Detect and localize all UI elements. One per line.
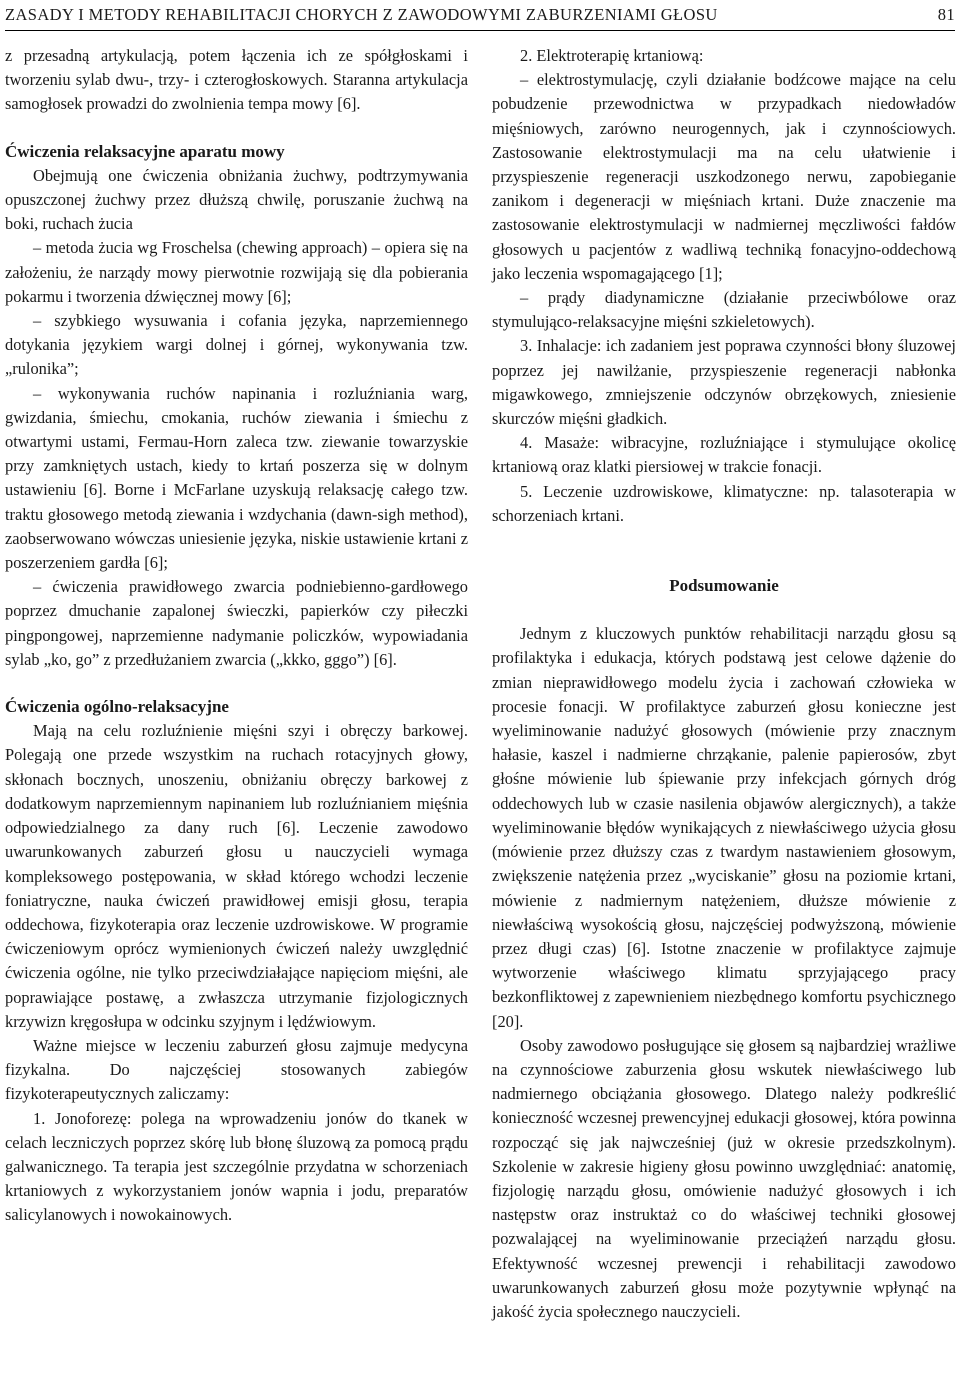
right-column	[492, 44, 956, 1324]
paragraph-general: Mają na celu rozluźnienie mięśni szyi i obręczy barkowej. Polegają one przede wszystkim na ruchach rotacyjnych głowy, skłonach bocznych, unoszeniu, obniżaniu obręczy barkowej z dodatkowym naprzemiennym napinaniem lub rozluźnianiem mięśnia odpowiedzialnego za dany ruch [6]. Leczenie zawodowo uwarunkowanych zaburzeń głosu u nauczycieli wymaga kompleksowego postępowania, w skład którego wchodzi leczenie foniatryczne, nauka ćwiczeń prawidłowej emisji głosu, terapia oddechowa, fizykoterapia oraz leczenie uzdrowiskowe. W programie ćwiczeniowym oprócz wymienionych ćwiczeń należy uwzględnić ćwiczenia ogólne, nie tylko przeciwdziałające napięciom mięśni, ale poprawiające postawę, a zwłaszcza utrzymanie fizjologicznych krzywizn kręgosłupa w odcinku szyjnym i lędźwiowym.	[5, 721, 468, 1031]
list-item-electrotherapy: 2. Elektroterapię krtaniową:	[520, 46, 704, 65]
running-title: ZASADY I METODY REHABILITACJI CHORYCH Z ZAWODOWYMI ZABURZENIAMI GŁOSU	[5, 5, 718, 24]
left-column	[5, 44, 468, 1228]
list-item-spa-treatment: 5. Leczenie uzdrowiskowe, klimatyczne: np. talasoterapia w schorzeniach krtani.	[492, 481, 956, 525]
list-item-palate: – ćwiczenia prawidłowego zwarcia podniebienno-gardłowego poprzez dmuchanie zapalonej świeczki, papierków czy piłeczki pingpongowej, naprzemienne nadymanie policzków, wypowiadania sylab „ko, go” z przedłużaniem zwarcia („kkko, gggo”) [6].	[5, 577, 468, 669]
list-item-massage: 4. Masaże: wibracyjne, rozluźniające i stymulujące okolicę krtaniową oraz klatki piersiowej w trakcie fonacji.	[492, 433, 956, 477]
section-heading-relax-jaw: Ćwiczenia relaksacyjne aparatu mowy	[5, 141, 285, 161]
list-item-froschels: – metoda żucia wg Froschelsa (chewing approach) – opiera się na założeniu, że narządy mowy pierwotnie rozwijają się dla pobierania pokarmu i tworzenia dźwięcznej mowy [6];	[5, 238, 468, 306]
paragraph-physio: Ważne miejsce w leczeniu zaburzeń głosu zajmuje medycyna fizykalna. Do najczęściej stosowanych zabiegów fizykoterapeutycznych zaliczamy:	[5, 1035, 468, 1104]
list-item-electrostimulation: – elektrostymulację, czyli działanie bodźcowe mające na celu pobudzenie przewodnictwa w przypadkach niedowładów mięśniowych, zarówno neurogennych, jak i czynnościowych. Zastosowanie elektrostymulacji ma na celu ułatwienie i przyspieszenie regeneracji uszkodzonego nerwu, zapobieganie zanikom i degeneracji w mięśniach krtani. Duże znaczenie ma zastosowanie elektrostymulacji w nadmiernej męczliwości fałdów głosowych u pacjentów z wadliwą techniką fonacyjno-oddechową jako leczenia wspomagającego [1];	[492, 70, 956, 283]
list-item-iontophoresis: 1. Jonoforezę: polega na wprowadzeniu jonów do tkanek w celach leczniczych poprzez skórę lub błonę śluzową za pomocą prądu galwanicznego. Ta terapia jest szczególnie przydatna w schorzeniach krtaniowych z wykorzystaniem jonów wapnia i jodu, preparatów salicylanowych i nowokainowych.	[5, 1108, 468, 1225]
list-item-inhalation: 3. Inhalacje: ich zadaniem jest poprawa czynności błony śluzowej poprzez jej nawilżanie, przyspieszenie regeneracji nabłonka migawkowego, zmniejszenie odczynów obrzękowych, zniesienie skurczów mięśni gładkich.	[492, 336, 956, 429]
page-number: 81	[937, 5, 955, 24]
paragraph-summary-2: Osoby zawodowo posługujące się głosem są najbardziej wrażliwe na czynnościowe zaburzenia głosu wskutek niewłaściwego lub nadmiernego obciążania głosowego. Dlatego należy podkreślić konieczność wczesnej prewencyjnej edukacji głosowej, która powinna rozpocząć się jak najwcześniej (już w okresie przedszkolnym). Szkolenie w zakresie higieny głosu powinno uwzględniać: anatomię, fizjologię narządu głosu, omówienie nadużyć głosowych i ich następstw oraz instruktaż co do właściwej techniki głosowej pozwalającej na wyeliminowanie przeciążeń narządu głosu. Efektywność wczesnej prewencji i rehabilitacji zawodowo uwarunkowanych zaburzeń głosu może pozytywnie wpłynąć na jakość życia społecznego nauczycieli.	[492, 1035, 956, 1321]
section-heading-general: Ćwiczenia ogólno-relaksacyjne	[5, 697, 229, 717]
section-heading-summary: Podsumowanie	[669, 576, 779, 596]
intro-paragraph: z przesadną artykulacją, potem łączenia ich ze spółgłoskami i tworzeniu sylab dwu-, trzy- i czterogłoskowych. Staranna artykulacja samogłosek prowadzi do zwolnienia tempa mowy [6].	[5, 46, 468, 114]
list-item-diadynamic: – prądy diadynamiczne (działanie przeciwbólowe oraz stymulująco-relaksacyjne mięśni szkieletowych).	[492, 288, 956, 332]
list-item-tongue: – szybkiego wysuwania i cofania języka, naprzemiennego dotykania językiem wargi dolnej i górnej, wykonywania tzw. „rulonika”;	[5, 311, 468, 379]
paragraph-relax-jaw: Obejmują one ćwiczenia obniżania żuchwy, podtrzymywania opuszczonej żuchwy przez dłuższą chwilę, poruszanie żuchwą na boki, ruchach żucia	[5, 165, 468, 234]
running-header	[5, 0, 955, 31]
list-item-yawn: – wykonywania ruchów napinania i rozluźniania warg, gwizdania, śmiechu, cmokania, ruchów ziewania i śmiechu z otwartymi ustami, Fermau-Horn zaleca tzw. ziewanie towarzyskie przy zamkniętych ustach, kiedy to krtań poszerza się w dolnym ustawieniu [6]. Borne i McFarlane uzyskują relaksację całego tzw. traktu głosowego metodą ziewania i wzdychania (dawn-sigh method), zaobserwowano wówczas uniesienie języka, niskie ustawienie krtani z poszerzeniem gardła [6];	[5, 383, 468, 573]
paragraph-summary-1: Jednym z kluczowych punktów rehabilitacji narządu głosu są profilaktyka i edukacja, których podstawą jest celowe dążenie do zmian nieprawidłowego modelu życia i zachowań człowieka w procesie fonacji. W profilaktyce zaburzeń głosu konieczne jest wyeliminowanie nadużyć głosowych (mówienie przy znacznym hałasie, kaszel i nadmierne chrząkanie, palenie papierosów, zbyt głośne mówienie lub śpiewanie przy infekcjach górnych dróg oddechowych lub w czasie nasilenia objawów alergicznych), a także wyeliminowanie błędów wynikających z niewłaściwego użycia głosu (mówienie przez dłuższy czas z twardym nastawieniem głosowym, zwiększenie natężenia przez „wyciskanie” głosu na poziomie krtani, mówienie z nadmiernym natężeniem, dłuższe mówienie z niewłaściwą wysokością głosu, najczęściej podwyższoną, mówienie przez długi czas) [6]. Istotne znaczenie w profilaktyce zajmuje wytworzenie właściwego klimatu sprzyjającego pracy bezkonfliktowej z zapewnieniem niezbędnego komfortu psychicznego [20].	[492, 624, 956, 1031]
